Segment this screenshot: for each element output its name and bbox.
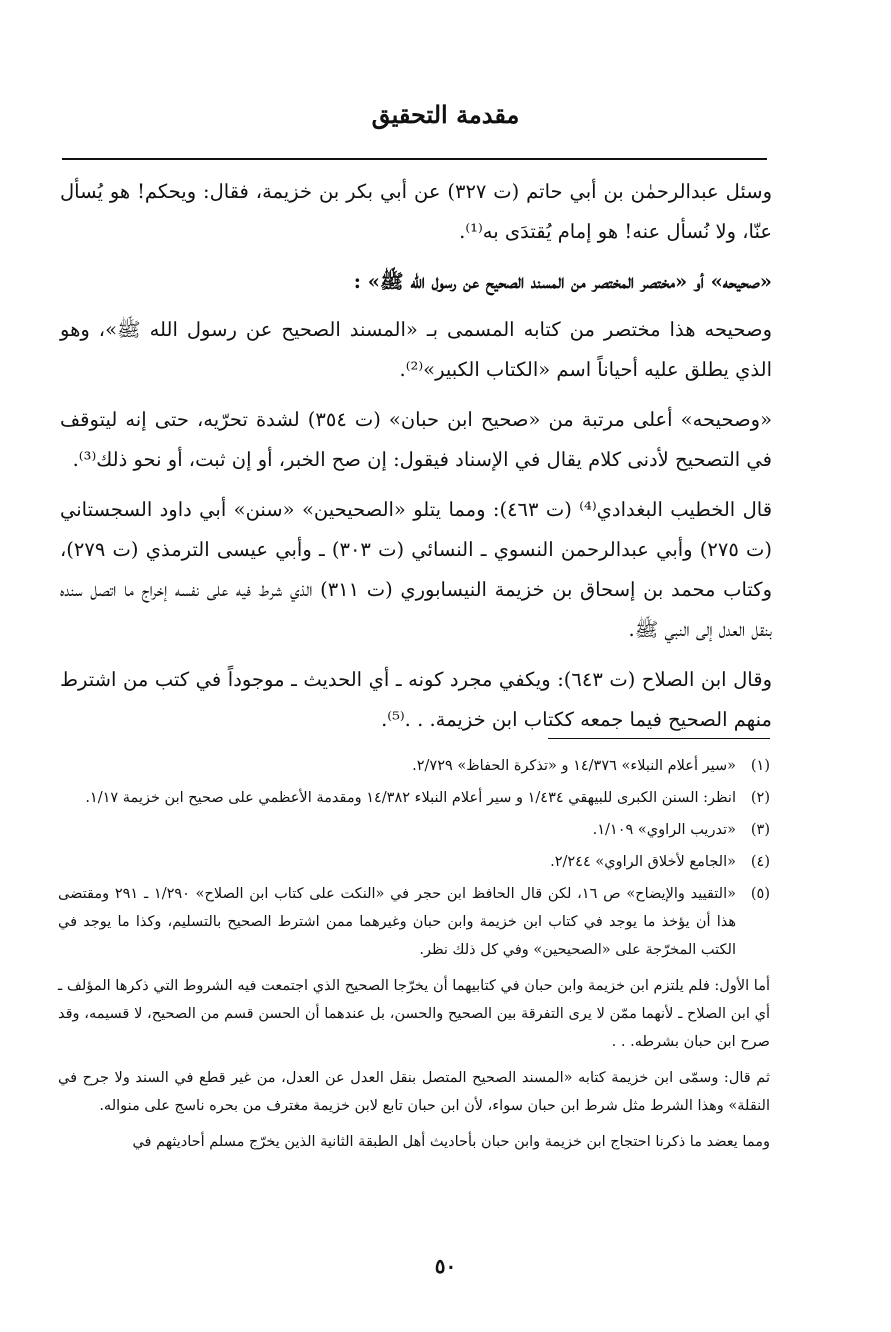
footnote-paragraph: ثم قال: وسمّى ابن خزيمة كتابه «المسند الصحيح المتصل بنقل العدل عن العدل، من غير قطع في السند ولا جرح في النقلة» وهذا الشرط مثل شرط ابن حبان سواء، لأن ابن حبان تابع لابن خزيمة مغترف من بحره ناسج على منواله. xyxy=(58,1070,770,1114)
footnote-continuation xyxy=(58,972,770,1156)
footnote-number: (١) xyxy=(750,758,770,774)
footnote-divider xyxy=(548,738,770,739)
main-text xyxy=(60,172,772,750)
header-divider xyxy=(62,158,767,160)
footnote-text: «التقييد والإيضاح» ص ١٦، لكن قال الحافظ ابن حجر في «النكت على كتاب ابن الصلاح» ١/٢٩٠ ـ ٢٩١ ومقتضى هذا أن يؤخذ ما يوجد في كتاب ابن خزيمة وابن حبان وغيرهما ممن اشترط الصحيح بالتسليم، وكذا ما يوجد في الكتب المخرّجة على «الصحيحين» وفي كل ذلك نظر. xyxy=(58,886,737,958)
footnote-item xyxy=(58,784,770,812)
footnote-paragraph: أما الأول: فلم يلتزم ابن خزيمة وابن حبان في كتابيهما أن يخرّجا الصحيح الذي اجتمعت فيه الشروط التي ذكرها المؤلف ـ أي ابن الصلاح ـ لأنهما ممّن لا يرى التفرقة بين الصحيح والحسن، بل عندهما أن الحسن قسم من الصحيح، لا قسيمه، وقد صرح ابن حبان بشرطه. . . xyxy=(58,978,770,1050)
footnote-text: انظر: السنن الكبرى للبيهقي ١/٤٣٤ و سير أعلام النبلاء ١٤/٣٨٢ ومقدمة الأعظمي على صحيح ابن خزيمة ١/١٧. xyxy=(85,790,736,806)
paragraph-5: وقال ابن الصلاح (ت ٦٤٣): ويكفي مجرد كونه ـ أي الحديث ـ موجوداً في كتب من اشترط منهم الصحيح فيما جمعه ككتاب ابن خزيمة. . .⁽⁵⁾. xyxy=(60,668,772,731)
footnote-item xyxy=(58,752,770,780)
paragraph-3: «وصحيحه» أعلى مرتبة من «صحيح ابن حبان» (ت ٣٥٤) لشدة تحرّيه، حتى إنه ليتوقف في التصحيح لأدنى كلام يقال في الإسناد فيقول: إن صح الخبر، أو إن ثبت، أو نحو ذلك⁽³⁾. xyxy=(60,408,772,471)
footnote-number: (٢) xyxy=(750,790,770,806)
footnote-paragraph: ومما يعضد ما ذكرنا احتجاج ابن خزيمة وابن حبان بأحاديث أهل الطبقة الثانية الذين يخرّج مسلم أحاديثهم في xyxy=(132,1134,770,1150)
paragraph-2: وصحيحه هذا مختصر من كتابه المسمى بـ «المسند الصحيح عن رسول الله ﷺ»، وهو الذي يطلق عليه أحياناً اسم «الكتاب الكبير»⁽²⁾. xyxy=(60,318,772,381)
footnote-text: «تدريب الراوي» ١/١٠٩. xyxy=(592,822,736,838)
footnote-text: «الجامع لأخلاق الراوي» ٢/٢٤٤. xyxy=(550,854,736,870)
page-number: ٥٠ xyxy=(434,1254,457,1278)
paragraph-1: وسئل عبدالرحمٰن بن أبي حاتم (ت ٣٢٧) عن أبي بكر بن خزيمة، فقال: ويحكم! هو يُسأل عنّا، ولا نُسأل عنه! هو إمام يُقتدَى به⁽¹⁾. xyxy=(60,180,772,243)
page-title: مقدمة التحقيق xyxy=(371,100,520,129)
footnotes xyxy=(58,752,770,1156)
footnote-item xyxy=(58,880,770,964)
footnote-item xyxy=(58,848,770,876)
footnote-number: (٤) xyxy=(750,854,770,870)
paragraph-4: قال الخطيب البغدادي⁽⁴⁾ (ت ٤٦٣): ومما يتلو «الصحيحين» «سنن» أبي داود السجستاني (ت ٢٧٥) وأبي عبدالرحمن النسوي ـ النسائي (ت ٣٠٣) ـ وأبي عيسى الترمذي (ت ٢٧٩)، وكتاب محمد بن إسحاق بن خزيمة النيسابوري (ت ٣١١) الذي شرط فيه على نفسه إخراج ما اتصل سنده بنقل العدل إلى النبي ﷺ. xyxy=(60,498,773,641)
footnote-text: «سير أعلام النبلاء» ١٤/٣٧٦ و «تذكرة الحفاظ» ٢/٧٢٩. xyxy=(412,758,736,774)
section-heading: «صحيحه» أو «مختصر المختصر من المسند الصحيح عن رسول الله ﷺ» : xyxy=(353,270,772,293)
footnote-number: (٥) xyxy=(750,886,770,902)
footnote-number: (٣) xyxy=(750,822,770,838)
footnote-item xyxy=(58,816,770,844)
